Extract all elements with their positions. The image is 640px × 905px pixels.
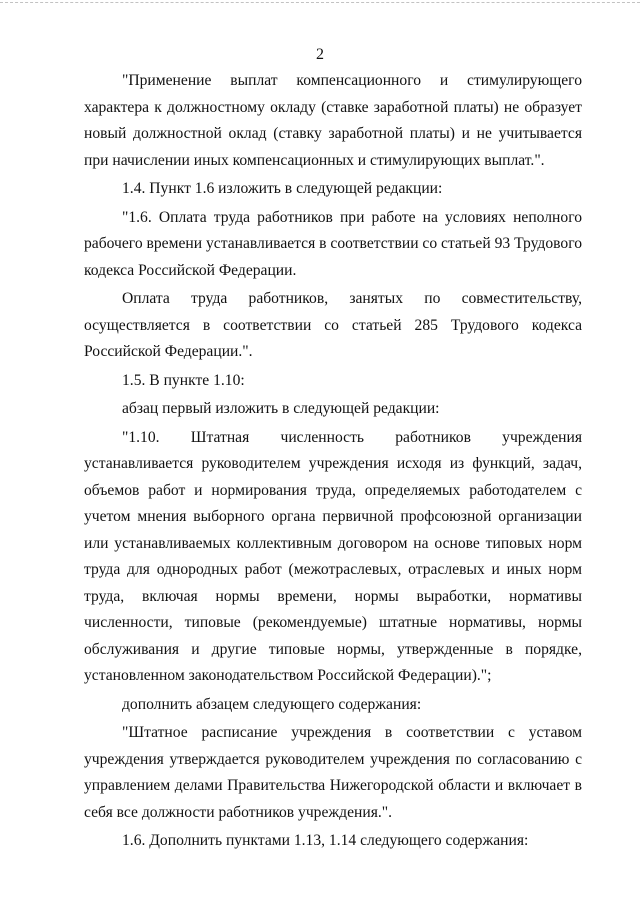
- paragraph-8: дополнить абзацем следующего содержания:: [122, 695, 422, 713]
- page-number: 2: [316, 46, 324, 63]
- paragraph-3: "1.6. Оплата труда работников при работе на условиях неполного рабочего времени устанавливается в соответствии со статьей 93 Трудового кодекса Российской Федерации.: [84, 208, 583, 279]
- paragraph-4: Оплата труда работников, занятых по совместительству, осуществляется в соответствии со статьей 285 Трудового кодекса Российской Федерации.".: [84, 290, 582, 360]
- document-body: [84, 68, 582, 855]
- page-top-edge: [0, 0, 640, 3]
- paragraph-1: "Применение выплат компенсационного и стимулирующего характера к должностному окладу (ставке заработной платы) не образует новый должностной оклад (ставку заработной платы) и не учитывается при начислении иных компенсационных и стимулирующих выплат.".: [84, 72, 582, 169]
- paragraph-10: 1.6. Дополнить пунктами 1.13, 1.14 следующего содержания:: [122, 832, 529, 849]
- paragraph-2: 1.4. Пункт 1.6 изложить в следующей редакции:: [122, 180, 443, 197]
- paragraph-5: 1.5. В пункте 1.10:: [122, 371, 245, 389]
- paragraph-9: "Штатное расписание учреждения в соответствии с уставом учреждения утверждается руководителем учреждения по согласованию с управлением делами Правительства Нижегородской области и включает в себя все должности работников учреждения.".: [84, 724, 582, 821]
- paragraph-6: абзац первый изложить в следующей редакции:: [122, 400, 440, 417]
- paragraph-7: "1.10. Штатная численность работников учреждения устанавливается руководителем учреждения исходя из функций, задач, объемов работ и нормирования труда, определяемых работодателем с учетом мнения выборного органа первичной профсоюзной организации или устанавливаемых коллективным договором на основе типовых норм труда для однородных работ (межотраслевых, отраслевых и иных норм труда, включая нормы времени, нормы выработки, нормативы численности, типовые (рекомендуемые) штатные нормативы, нормы обслуживания и другие типовые нормы, утвержденные в порядке, установленном законодательством Российской Федерации).";: [84, 428, 582, 684]
